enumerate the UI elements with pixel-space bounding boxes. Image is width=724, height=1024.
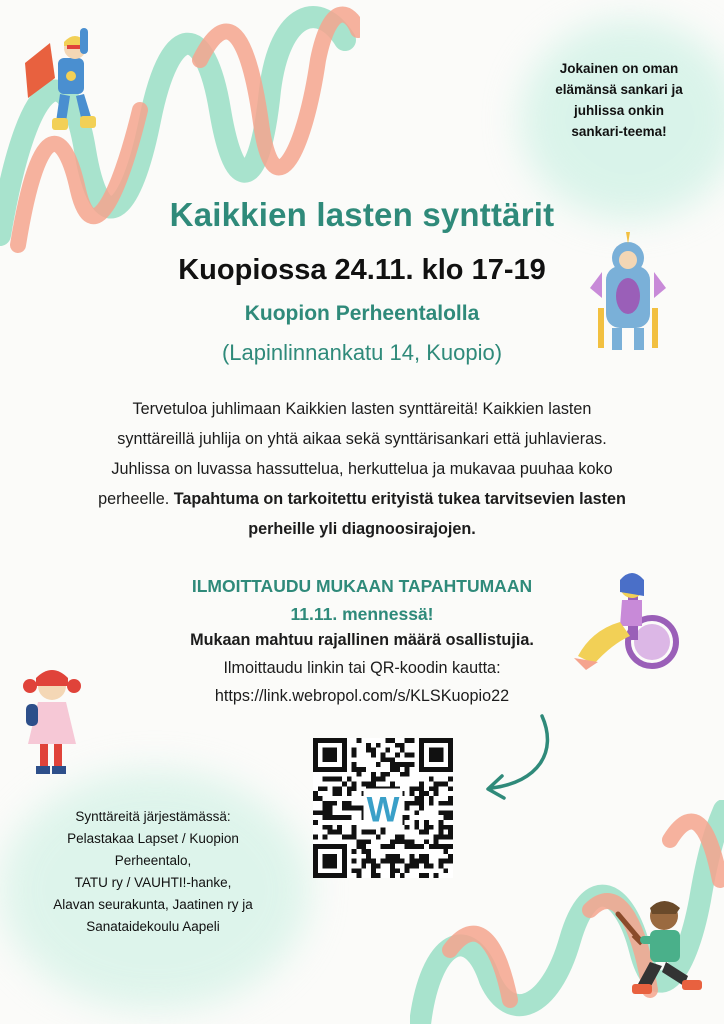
sword-kid-illustration <box>614 896 706 1004</box>
qr-logo-letter: W <box>366 791 400 830</box>
superhero-illustration <box>20 18 115 138</box>
registration-qr-code[interactable] <box>313 738 453 878</box>
organizers-line: Perheentalo, <box>114 853 192 868</box>
organizers-block <box>24 806 282 938</box>
intro-text: Tervetuloa juhlimaan Kaikkien lasten synttäreitä! Kaikkien lasten synttäreillä juhlija on yhtä aikaa sekä synttärisankari että juhlavieras. Juhlissa on luvassa hassuttelua, herkuttelua ja mukavaa puuhaa koko perheelle. <box>98 400 613 508</box>
theme-line: juhlissa onkin <box>573 103 665 118</box>
organizers-line: Pelastakaa Lapset / Kuopion <box>67 831 239 846</box>
registration-heading <box>0 572 724 628</box>
registration-heading-line1: ILMOITTAUDU MUKAAN TAPAHTUMAAN <box>191 576 533 596</box>
event-venue: Kuopion Perheentalolla <box>244 302 480 325</box>
unicorn-costume-illustration <box>588 228 668 358</box>
intro-paragraph <box>92 394 632 544</box>
intro-bold-text: Tapahtuma on tarkoitettu erityistä tukea tarvitsevien lasten perheille yli diagnoosirajojen. <box>173 490 626 538</box>
registration-deadline: 11.11. mennessä! <box>290 604 434 624</box>
girl-illustration <box>18 664 88 779</box>
organizers-line: TATU ry / VAUHTI!-hanke, <box>74 875 232 890</box>
theme-line: Jokainen on oman <box>559 61 679 76</box>
registration-limit-note: Mukaan mahtuu rajallinen määrä osallistujia. <box>190 631 534 649</box>
event-date-line: Kuopiossa 24.11. klo 17-19 <box>178 254 546 286</box>
theme-line: elämänsä sankari ja <box>555 82 683 97</box>
registration-instructions: Ilmoittaudu linkin tai QR-koodin kautta: <box>223 659 501 677</box>
organizers-line: Alavan seurakunta, Jaatinen ry ja <box>53 897 253 912</box>
registration-link[interactable]: https://link.webropol.com/s/KLSKuopio22 <box>214 687 510 705</box>
theme-bubble-text <box>544 58 694 142</box>
arrow-to-qr-icon <box>478 712 560 800</box>
event-address: (Lapinlinnankatu 14, Kuopio) <box>221 340 503 365</box>
organizers-line: Sanataidekoulu Aapeli <box>86 919 220 934</box>
poster-title: Kaikkien lasten synttärit <box>169 196 555 233</box>
organizers-line: Synttäreitä järjestämässä: <box>75 809 231 824</box>
theme-line: sankari-teema! <box>571 124 667 139</box>
